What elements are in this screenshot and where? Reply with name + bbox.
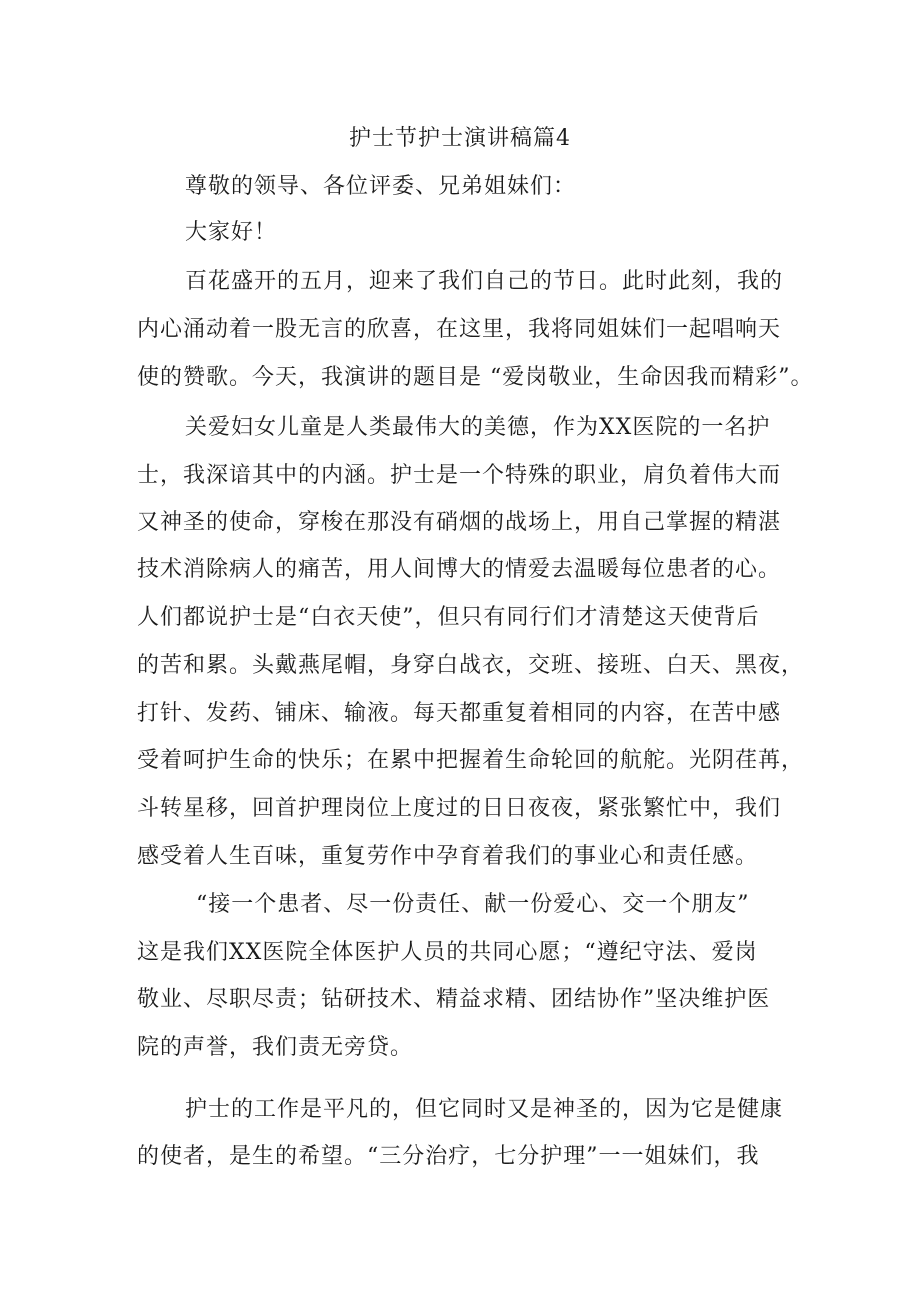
paragraph-line: 技术消除病人的痛苦，用人间博大的情爱去温暖每位患者的心。 [137, 557, 782, 582]
paragraph-line: 士，我深谙其中的内涵。护士是一个特殊的职业，肩负着伟大而 [137, 463, 782, 488]
paragraph-line: 人们都说护士是“白衣天使”，但只有同行们才清楚这天使背后 [137, 605, 760, 630]
greeting-line: 大家好！ [185, 220, 278, 245]
paragraph-line: 使的赞歌。今天，我演讲的题目是 “爱岗敬业，生命因我而精彩”。 [137, 365, 814, 390]
paragraph-line: 的使者，是生的希望。“三分治疗，七分护理”一一姐妹们，我 [137, 1144, 760, 1169]
paragraph-line: 内心涌动着一股无言的欣喜，在这里，我将同姐妹们一起唱响天 [137, 317, 782, 342]
paragraph-line: 敬业、尽职尽责；钻研技术、精益求精、团结协作”坚决维护医 [137, 987, 771, 1012]
paragraph-line: 又神圣的使命，穿梭在那没有硝烟的战场上，用自己掌握的精湛 [137, 510, 782, 535]
paragraph-line: 关爱妇女儿童是人类最伟大的美德，作为XX医院的一名护 [185, 415, 771, 440]
paragraph-line: 的苦和累。头戴燕尾帽，身穿白战衣，交班、接班、白天、黑夜， [137, 653, 805, 678]
salutation-line: 尊敬的领导、各位评委、兄弟姐妹们： [185, 174, 577, 199]
paragraph-line: 百花盛开的五月，迎来了我们自己的节日。此时此刻，我的 [185, 269, 784, 294]
paragraph-line: 这是我们XX医院全体医护人员的共同心愿；“遵纪守法、爱岗 [137, 940, 758, 965]
document-title: 护士节护士演讲稿篇4 [349, 126, 571, 151]
paragraph-line: 院的声誉，我们责无旁贷。 [137, 1035, 414, 1060]
paragraph-line: 斗转星移，回首护理岗位上度过的日日夜夜，紧张繁忙中，我们 [137, 796, 782, 821]
paragraph-line: 受着呵护生命的快乐；在累中把握着生命轮回的航舵。光阴荏苒， [137, 748, 805, 773]
paragraph-line: 护士的工作是平凡的，但它同时又是神圣的，因为它是健康 [185, 1097, 784, 1122]
paragraph-line: 感受着人生百味，重复劳作中孕育着我们的事业心和责任感。 [137, 844, 759, 869]
paragraph-line: 打针、发药、铺床、输液。每天都重复着相同的内容，在苦中感 [137, 701, 782, 726]
paragraph-line: “接一个患者、尽一份责任、献一份爱心、交一个朋友” [196, 892, 750, 917]
